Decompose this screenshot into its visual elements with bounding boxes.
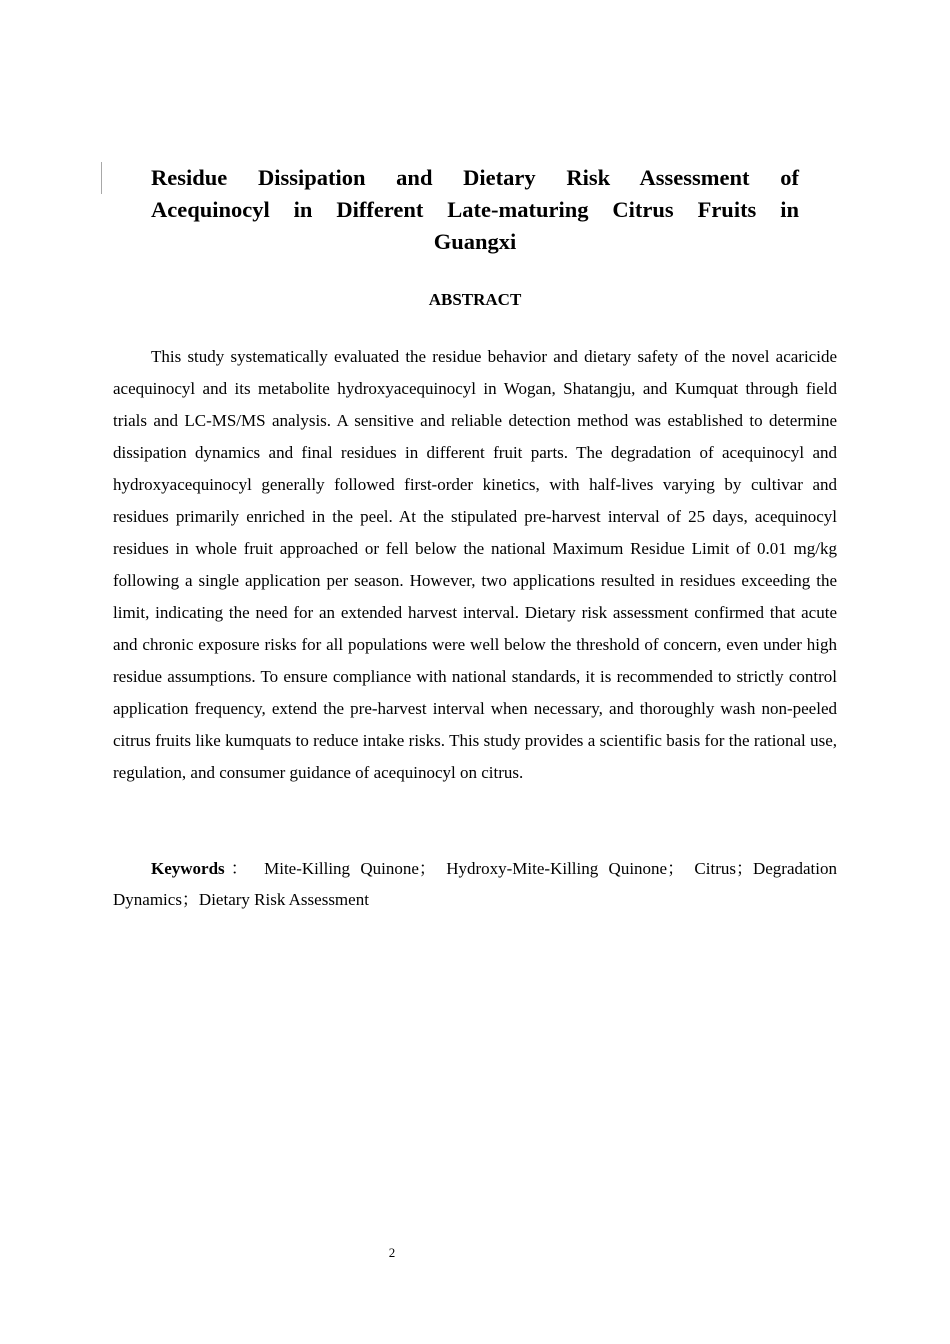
title-line-1: Residue Dissipation and Dietary Risk Assessment of — [151, 165, 799, 190]
title-line-2: Acequinocyl in Different Late-maturing Citrus Fruits in — [151, 197, 799, 222]
abstract-heading: ABSTRACT — [428, 290, 522, 309]
paper-title — [113, 162, 837, 258]
keywords-label: Keywords — [151, 859, 225, 878]
abstract-body: This study systematically evaluated the residue behavior and dietary safety of the novel acaricide acequinocyl and its metabolite hydroxyacequinocyl in Wogan, Shatangju, and Kumquat through field trials and LC-MS/MS analysis. A sensitive and reliable detection method was established to determine dissipation dynamics and final residues in different fruit parts. The degradation of acequinocyl and hydroxyacequinocyl generally followed first-order kinetics, with half-lives varying by cultivar and residues primarily enriched in the peel. At the stipulated pre-harvest interval of 25 days, acequinocyl residues in whole fruit approached or fell below the national Maximum Residue Limit of 0.01 mg/kg following a single application per season. However, two applications resulted in residues exceeding the limit, indicating the need for an extended harvest interval. Dietary risk assessment confirmed that acute and chronic exposure risks for all populations were well below the threshold of concern, even under high residue assumptions. To ensure compliance with national standards, it is recommended to strictly control application frequency, extend the pre-harvest interval when necessary, and thoroughly wash non-peeled citrus fruits like kumquats to reduce intake risks. This study provides a scientific basis for the rational use, regulation, and consumer guidance of acequinocyl on citrus. — [113, 347, 837, 782]
title-line-3: Guangxi — [433, 229, 517, 254]
keywords-list: Mite-Killing Quinone； Hydroxy-Mite-Killing Quinone； Citrus；Degradation Dynamics；Dietary Risk Assessment — [113, 859, 837, 909]
page-number: 2 — [388, 1245, 396, 1260]
keywords-paragraph — [113, 853, 837, 915]
margin-marker — [101, 162, 102, 194]
keywords-separator: ： — [224, 859, 254, 878]
